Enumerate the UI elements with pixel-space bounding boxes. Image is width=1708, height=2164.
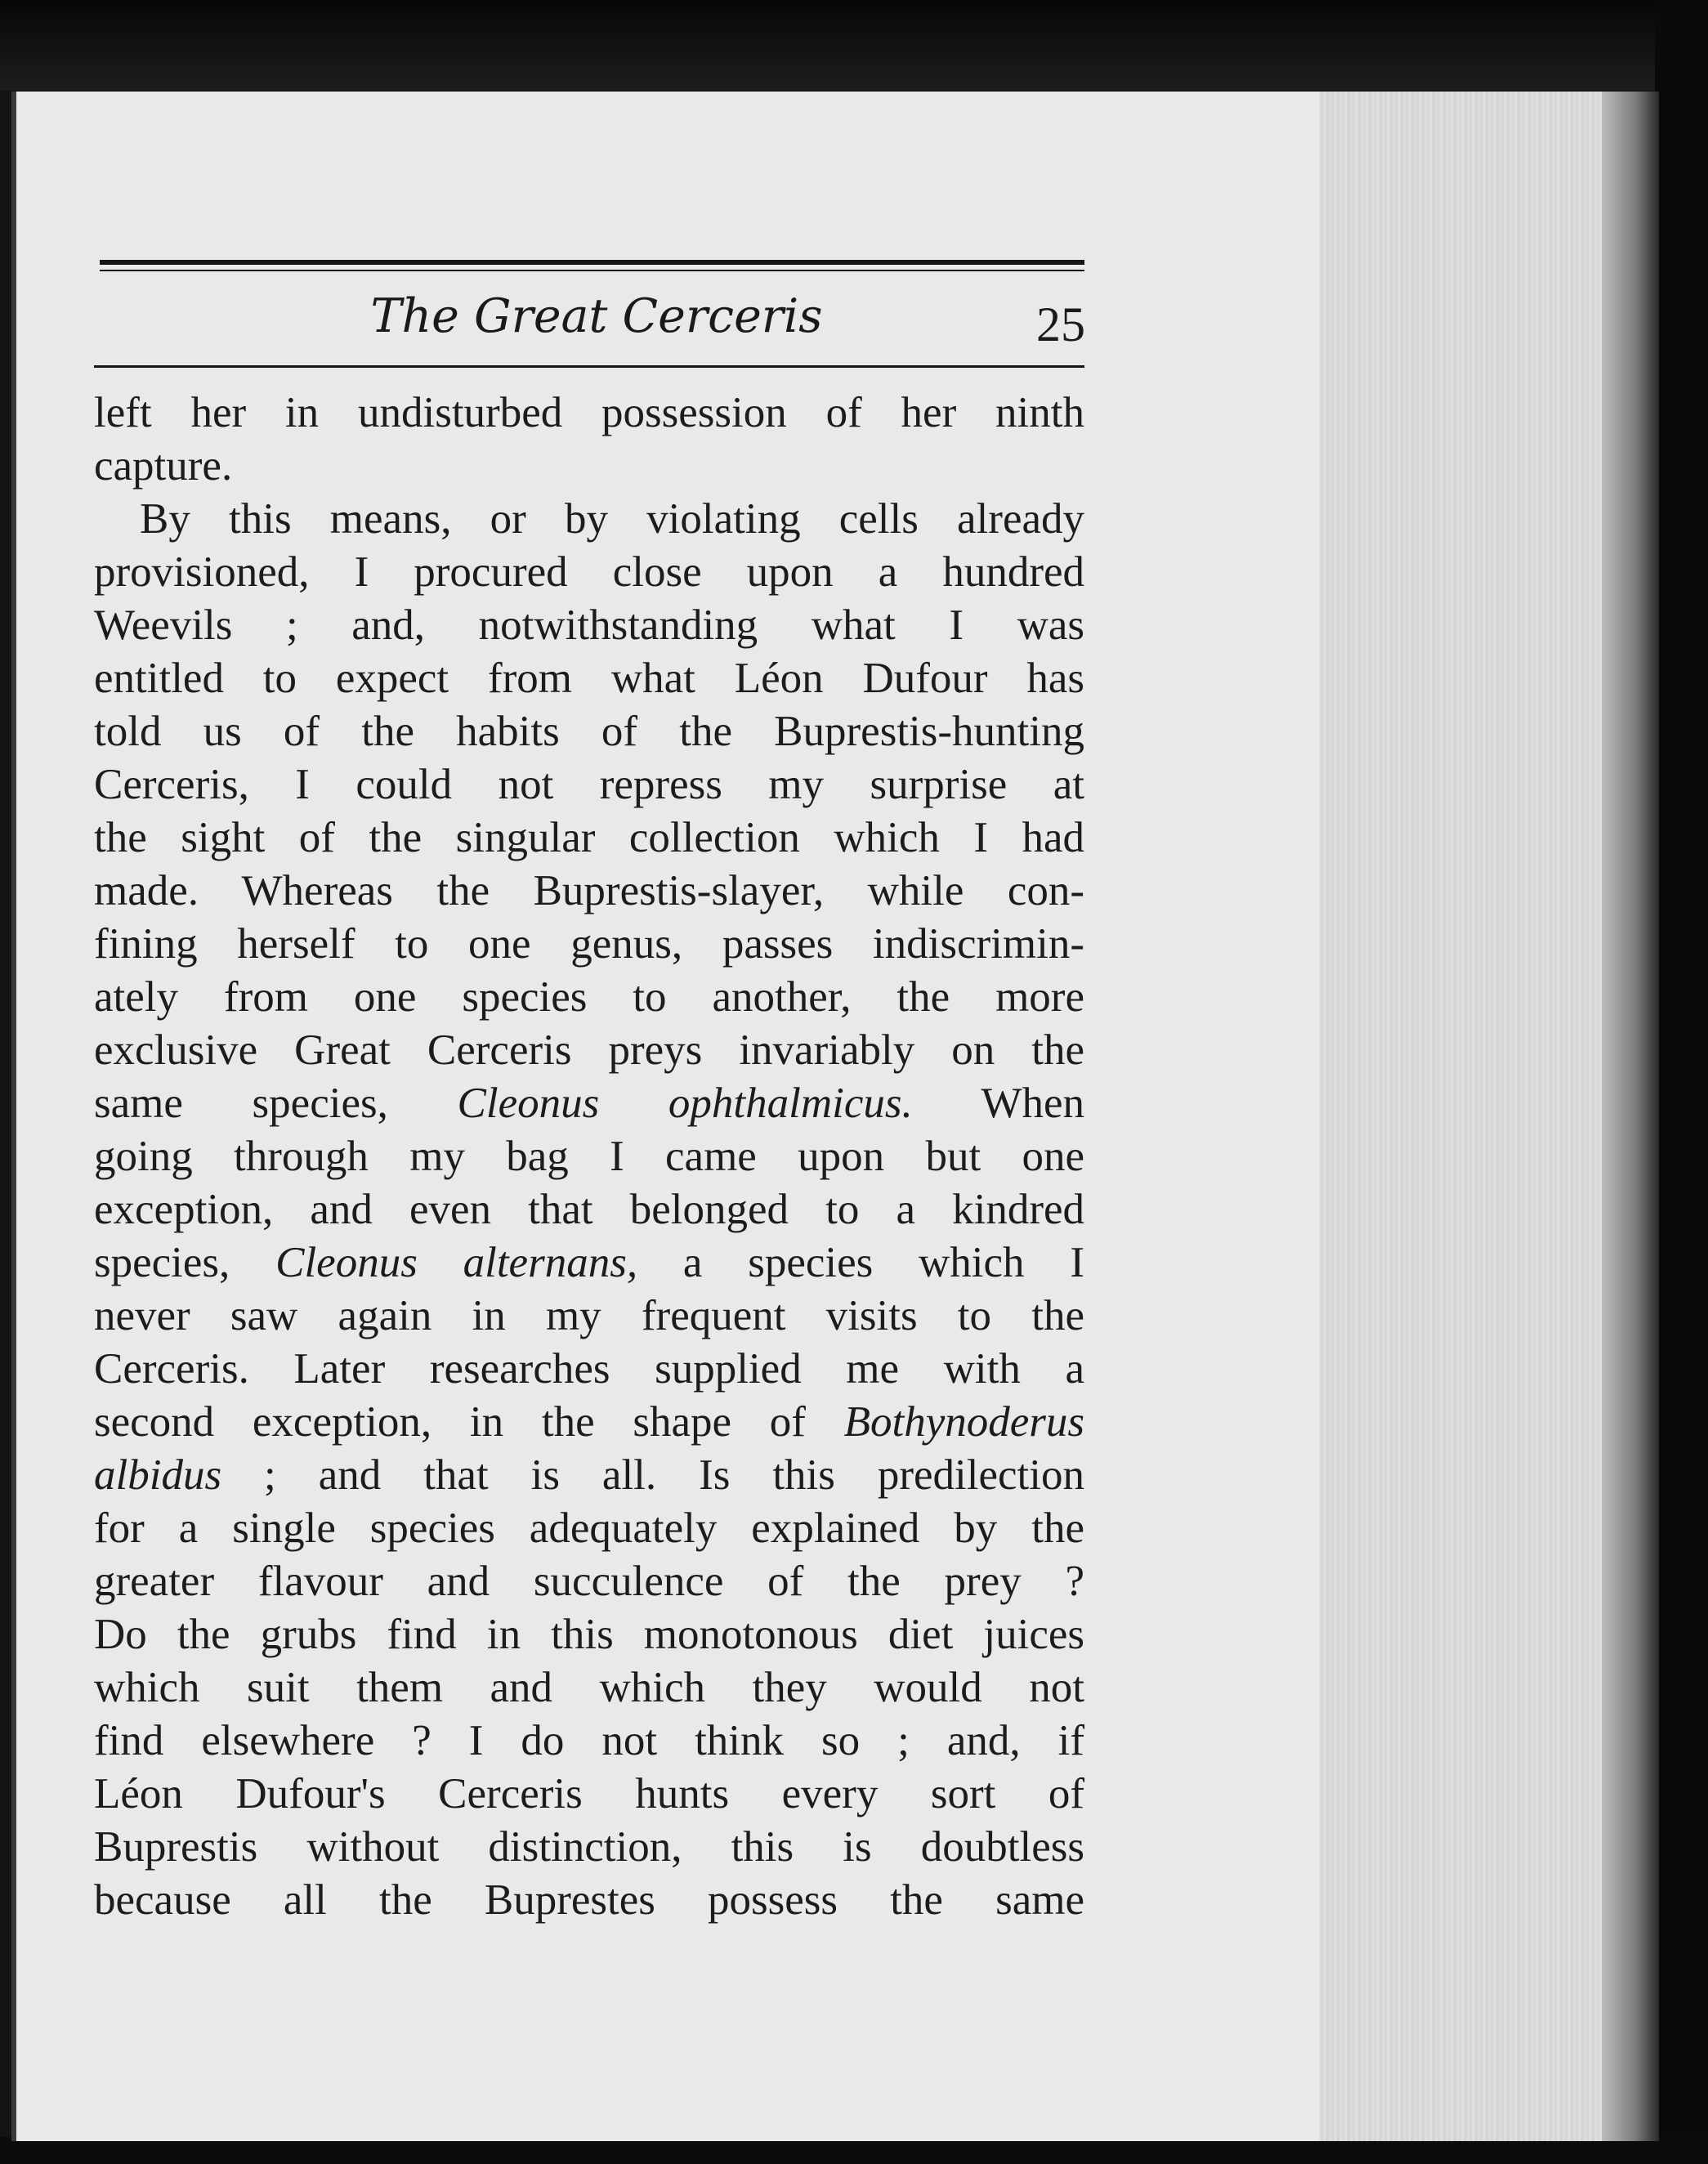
text-line: capture. xyxy=(94,442,233,490)
text-line: same species, Cleonus ophthalmicus. When xyxy=(94,1080,1084,1127)
text-line: Léon Dufour's Cerceris hunts every sort of xyxy=(94,1770,1084,1817)
text-line: going through my bag I came upon but one xyxy=(94,1133,1084,1180)
species-name: Cleonus ophthalmicus. xyxy=(457,1080,913,1127)
text-line: Weevils ; and, notwithstanding what I was xyxy=(94,601,1084,649)
text-line: fining herself to one genus, passes indiscrimin- xyxy=(94,920,1084,968)
text-line: exception, and even that belonged to a kindred xyxy=(94,1186,1084,1233)
text-line: entitled to expect from what Léon Dufour has xyxy=(94,655,1084,702)
text-line: Cerceris. Later researches supplied me with a xyxy=(94,1345,1084,1393)
page-number: 25 xyxy=(1036,297,1085,351)
text-line: albidus ; and that is all. Is this predilection xyxy=(94,1451,1084,1499)
text-line: made. Whereas the Buprestis-slayer, while con- xyxy=(94,867,1084,914)
page-edge-shadow xyxy=(1602,92,1659,2141)
text-line: which suit them and which they would not xyxy=(94,1664,1084,1711)
text-line: the sight of the singular collection which I had xyxy=(94,814,1084,861)
text-line: By this means, or by violating cells already xyxy=(140,495,1084,543)
text-line: find elsewhere ? I do not think so ; and, if xyxy=(94,1717,1084,1764)
text-line: Cerceris, I could not repress my surprise at xyxy=(94,761,1084,808)
running-title: The Great Cerceris xyxy=(370,289,823,343)
text-line: second exception, in the shape of Bothynoderus xyxy=(94,1398,1084,1446)
header-rule-thick xyxy=(100,260,1084,265)
text-line: Buprestis without distinction, this is doubtless xyxy=(94,1823,1084,1871)
species-name: albidus xyxy=(94,1451,222,1499)
text-line: because all the Buprestes possess the same xyxy=(94,1876,1084,1924)
body-text xyxy=(94,387,1084,1927)
header-rule-bottom xyxy=(94,365,1084,368)
scan-background-right xyxy=(1655,0,1708,2164)
species-name: Cleonus alternans, xyxy=(275,1239,638,1286)
text-line: for a single species adequately explained by the xyxy=(94,1505,1084,1552)
text-line: provisioned, I procured close upon a hundred xyxy=(94,548,1084,596)
text-line: greater flavour and succulence of the prey ? xyxy=(94,1558,1084,1605)
scan-background-top xyxy=(0,0,1708,90)
text-line: species, Cleonus alternans, a species which I xyxy=(94,1239,1084,1286)
text-line: Do the grubs find in this monotonous diet juices xyxy=(94,1611,1084,1658)
header-rule-thin xyxy=(100,270,1084,271)
text-line: left her in undisturbed possession of her ninth xyxy=(94,389,1084,436)
text-line: told us of the habits of the Buprestis-hunting xyxy=(94,708,1084,755)
text-line: exclusive Great Cerceris preys invariably on the xyxy=(94,1026,1084,1074)
text-line: never saw again in my frequent visits to the xyxy=(94,1292,1084,1339)
species-name: Bothynoderus xyxy=(843,1398,1084,1446)
text-line: ately from one species to another, the more xyxy=(94,973,1084,1021)
